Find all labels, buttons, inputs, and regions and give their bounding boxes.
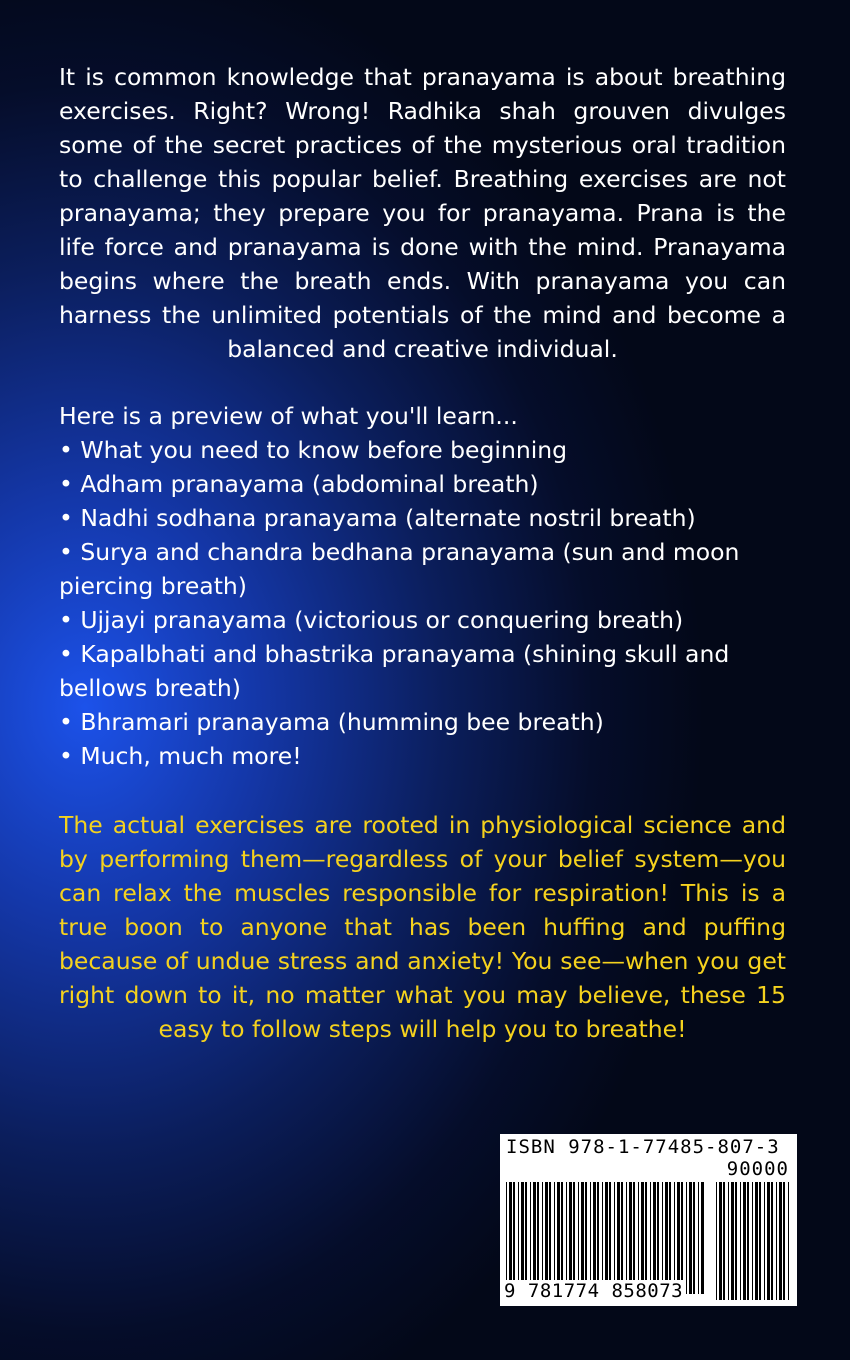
barcode-bar — [554, 1182, 555, 1294]
barcode-bar — [633, 1182, 635, 1294]
barcode-bar — [698, 1182, 699, 1294]
barcode-bar — [566, 1182, 567, 1294]
ean-barcode-bars — [504, 1182, 704, 1294]
barcode-bar — [561, 1182, 563, 1294]
barcode-bar — [657, 1182, 659, 1294]
barcode-bar — [776, 1182, 777, 1300]
barcode-bar — [788, 1182, 789, 1300]
barcode-bar — [719, 1182, 722, 1300]
barcode-bar — [662, 1182, 663, 1294]
barcode-bar — [740, 1182, 741, 1300]
barcode-bar — [521, 1182, 524, 1294]
barcode-bar — [545, 1182, 548, 1294]
list-item: • Nadhi sodhana pranayama (alternate nostril breath) — [59, 504, 696, 532]
barcode-bar — [509, 1182, 512, 1294]
list-item: • Kapalbhati and bhastrika pranayama (shining skull and bellows breath) — [59, 640, 730, 702]
barcode-bar — [767, 1182, 770, 1300]
barcode-bar — [723, 1182, 725, 1300]
barcode-bar — [728, 1182, 729, 1300]
preview-heading: Here is a preview of what you'll learn... — [59, 402, 518, 430]
barcode-bar — [537, 1182, 539, 1294]
barcode-bar — [590, 1182, 591, 1294]
barcode-bar — [578, 1182, 579, 1294]
barcode-bar — [525, 1182, 527, 1294]
barcode-bar — [686, 1182, 687, 1294]
barcode-bar — [518, 1182, 519, 1294]
barcode-bar — [779, 1182, 782, 1300]
barcode-bar — [755, 1182, 758, 1300]
barcode-bar — [609, 1182, 611, 1294]
isbn-barcode — [500, 1134, 797, 1306]
barcode-bar — [573, 1182, 575, 1294]
barcode-bar — [626, 1182, 627, 1294]
supplement-barcode-bars — [714, 1182, 792, 1300]
barcode-bar — [533, 1182, 536, 1294]
barcode-bar — [669, 1182, 671, 1294]
barcode-bar — [783, 1182, 785, 1300]
barcode-bar — [549, 1182, 551, 1294]
barcode-bar — [629, 1182, 632, 1294]
barcode-bar — [771, 1182, 773, 1300]
barcode-bar — [605, 1182, 608, 1294]
list-item: • Adham pranayama (abdominal breath) — [59, 470, 539, 498]
list-item: • Surya and chandra bedhana pranayama (sun and moon piercing breath) — [59, 538, 740, 600]
barcode-bar — [513, 1182, 515, 1294]
barcode-bar — [665, 1182, 668, 1294]
barcode-bar — [701, 1182, 704, 1294]
list-item: • Bhramari pranayama (humming bee breath) — [59, 708, 604, 736]
barcode-bar — [645, 1182, 647, 1294]
barcode-bar — [569, 1182, 572, 1294]
price-code: 90000 — [726, 1158, 789, 1180]
barcode-bar — [747, 1182, 749, 1300]
preview-list — [59, 399, 786, 773]
barcode-bar — [597, 1182, 599, 1294]
barcode-bar — [617, 1182, 620, 1294]
barcode-bar — [693, 1182, 695, 1294]
barcode-bar — [614, 1182, 615, 1294]
list-item: • Much, much more! — [59, 742, 302, 770]
barcode-bar — [653, 1182, 656, 1294]
closing-paragraph: The actual exercises are rooted in physiological science and by performing them—regardless of your belief system—you can relax the muscles responsible for respiration! This is a true boon to anyone that has been huffing and puffing because of undue stress and anxiety! You see—when you get right down to it, no matter what you may believe, these 15 easy to follow steps will help you to breathe! — [59, 811, 786, 1043]
barcode-bar — [621, 1182, 623, 1294]
barcode-bar — [542, 1182, 543, 1294]
barcode-bar — [743, 1182, 746, 1300]
barcode-bar — [716, 1182, 717, 1300]
barcode-bar — [689, 1182, 692, 1294]
barcode-bar — [752, 1182, 753, 1300]
list-item: • What you need to know before beginning — [59, 436, 568, 464]
barcode-bar — [585, 1182, 587, 1294]
ean-digits: 9 781774 858073 — [504, 1280, 684, 1302]
barcode-bar — [581, 1182, 584, 1294]
barcode-bar — [681, 1182, 683, 1294]
intro-paragraph: It is common knowledge that pranayama is about breathing exercises. Right? Wrong! Radhika shah grouven divulges some of the secret practices of the mysterious oral tradition to challenge this popular belief. Breathing exercises are not pranayama; they prepare you for pranayama. Prana is the life force and pranayama is done with the mind. Pranayama begins where the breath ends. With pranayama you can harness the unlimited potentials of the mind and become a balanced and creative individual. — [59, 63, 786, 363]
barcode-bar — [674, 1182, 675, 1294]
barcode-bar — [638, 1182, 639, 1294]
barcode-bar — [641, 1182, 644, 1294]
isbn-label: ISBN 978-1-77485-807-3 — [506, 1136, 780, 1158]
barcode-bar — [650, 1182, 651, 1294]
barcode-bar — [677, 1182, 680, 1294]
list-item: • Ujjayi pranayama (victorious or conquering breath) — [59, 606, 684, 634]
barcode-bar — [506, 1182, 507, 1294]
barcode-bar — [764, 1182, 765, 1300]
barcode-bar — [731, 1182, 734, 1300]
barcode-bar — [759, 1182, 761, 1300]
barcode-bar — [593, 1182, 596, 1294]
barcode-bar — [735, 1182, 737, 1300]
barcode-bar — [557, 1182, 560, 1294]
barcode-bar — [602, 1182, 603, 1294]
barcode-bar — [530, 1182, 531, 1294]
